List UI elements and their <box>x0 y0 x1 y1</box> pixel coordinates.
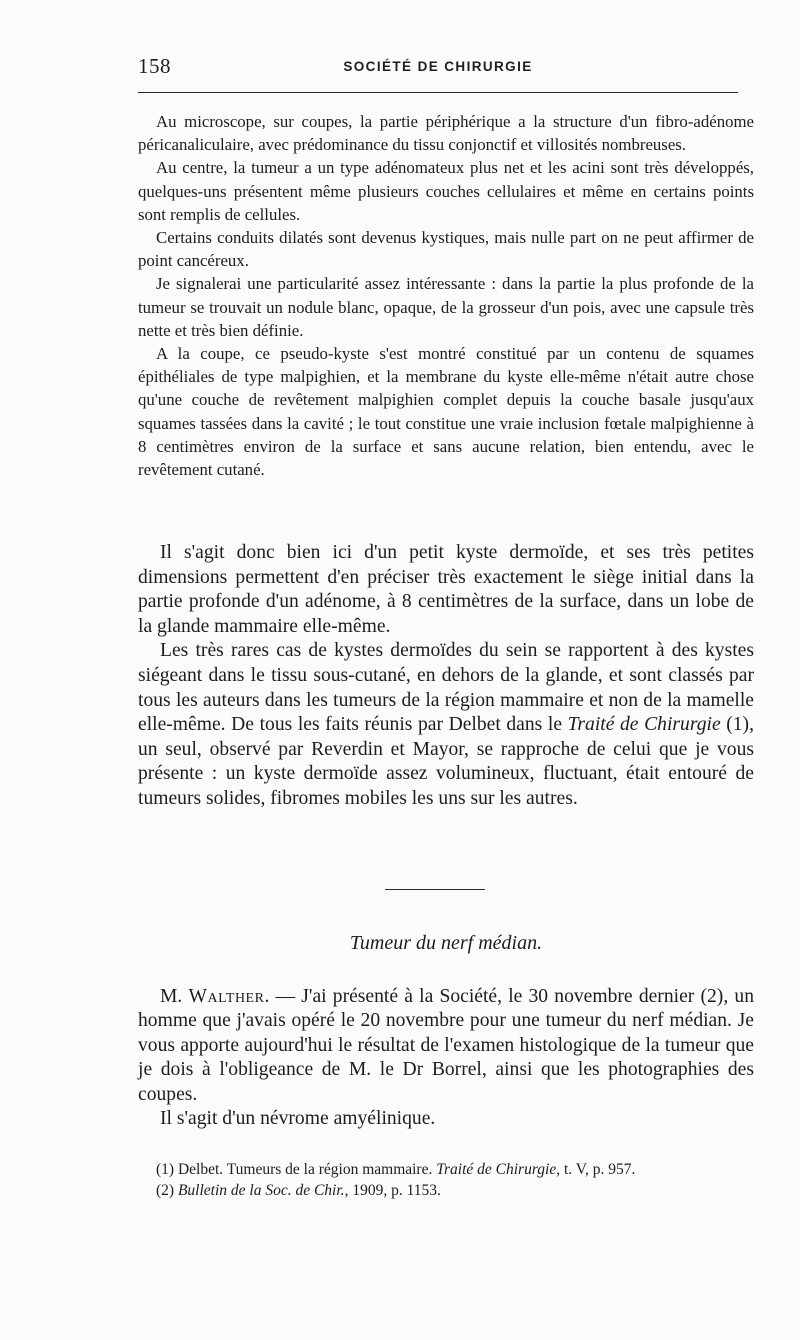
text-run: M. <box>160 986 189 1007</box>
paragraph: Je signalerai une particularité assez intéressante : dans la partie la plus profonde de la tumeur se trouvait un nodule blanc, opaque, de la grosseur d'un pois, avec une capsule très nette et très bien définie. <box>138 274 754 340</box>
book-title: Traité de Chirurgie <box>567 714 721 736</box>
text-run: . — J'ai présenté à la Société, le 30 novembre dernier (2), un homme que j'avais opéré le 20 novembre pour une tumeur du nerf médian. Je vous apporte aujourd'hui le résultat de l'examen histologique de la tumeur que je dois à l'obligeance de M. le Dr Borrel, ainsi que les photographies des coupes. <box>138 986 754 1105</box>
text-run: (2) <box>156 1182 178 1199</box>
paragraph: Certains conduits dilatés sont devenus kystiques, mais nulle part on ne peut affirmer de point cancéreux. <box>138 228 754 271</box>
page-header <box>138 54 738 80</box>
paragraph: A la coupe, ce pseudo-kyste s'est montré constitué par un contenu de squames épithéliales de type malpighien, et la membrane du kyste elle-même n'était autre chose qu'une couche de revêtement malpighien complet depuis la couche basale jusqu'aux squames tassées dans la cavité ; le tout constitue une vraie inclusion fœtale malpighienne à 8 centimètres environ de la surface et sans aucune relation, bien entendu, avec le revêtement cutané. <box>138 344 754 480</box>
paragraph <box>138 639 754 811</box>
text-run: , t. V, p. 957. <box>556 1161 636 1178</box>
section-title: Tumeur du nerf médian. <box>349 932 543 954</box>
text-run: , 1909, p. 1153. <box>344 1182 441 1199</box>
paragraph: Au centre, la tumeur a un type adénomateux plus net et les acini sont très développés, quelques-uns présentent même plusieurs couches cellulaires et même en certains points sont remplis de cellules. <box>138 158 754 224</box>
paragraph: Il s'agit d'un névrome amyélinique. <box>160 1108 436 1130</box>
footnote <box>138 1180 754 1201</box>
paragraph <box>138 985 754 1107</box>
footnote-title: Bulletin de la Soc. de Chir. <box>177 1182 345 1199</box>
text-run: (1) Delbet. Tumeurs de la région mammaire. <box>156 1161 437 1178</box>
text-run: (1), un seul, observé par Reverdin et Mayor, se rapproche de celui que je vous présente : un kyste dermoïde assez volumineux, fluctuant, était entouré de tumeurs solides, fibromes mobiles les uns sur les autres. <box>138 714 754 809</box>
running-title: SOCIÉTÉ DE CHIRURGIE <box>343 59 533 74</box>
case-report-details <box>138 110 754 481</box>
text-run: Les très rares cas de kystes dermoïdes du sein se rapportent à des kystes siégeant dans le tissu sous-cutané, en dehors de la glande, et sont classés par tous les auteurs dans les tumeurs de la région mammaire et non de la mamelle elle-même. De tous les faits réunis par Delbet dans le <box>138 640 754 736</box>
footnotes <box>138 1159 754 1201</box>
section-divider <box>385 889 485 890</box>
paragraph: Au microscope, sur coupes, la partie périphérique a la structure d'un fibro-adénome péricanaliculaire, avec prédominance du tissu conjonctif et villosités nombreuses. <box>138 112 754 155</box>
header-rule <box>138 92 738 93</box>
discussion-text <box>138 541 754 812</box>
paragraph: Il s'agit donc bien ici d'un petit kyste dermoïde, et ses très petites dimensions permettent d'en préciser très exactement le siège initial dans la partie profonde d'un adénome, à 8 centimètres de la surface, dans un lobe de la glande mammaire elle-même. <box>138 542 754 637</box>
footnote-title: Traité de Chirurgie <box>436 1161 557 1178</box>
walther-communication <box>138 985 754 1131</box>
author-name: Walther <box>188 986 265 1007</box>
footnote <box>138 1159 754 1180</box>
page-number: 158 <box>138 54 171 78</box>
